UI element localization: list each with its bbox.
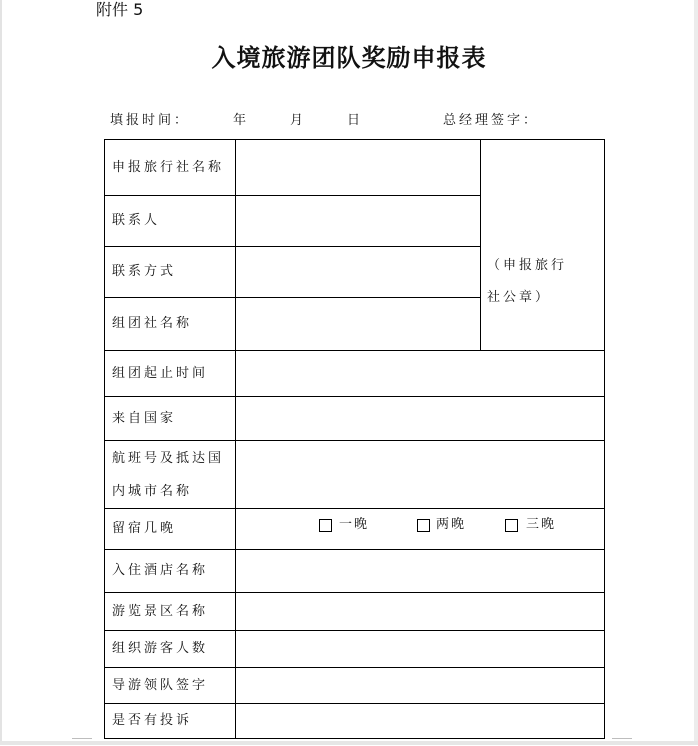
one-night-label: 一晚 — [339, 517, 370, 532]
table-row — [105, 441, 605, 509]
organizer-name-label: 组团社名称 — [105, 298, 236, 351]
agency-name-field[interactable] — [236, 140, 481, 196]
flight-city-label-line1: 航班号及抵达国 — [112, 450, 225, 466]
contact-person-label: 联系人 — [105, 196, 236, 247]
complaint-label: 是否有投诉 — [105, 704, 236, 739]
scenic-area-label: 游览景区名称 — [105, 593, 236, 631]
guide-signature-field[interactable] — [236, 668, 605, 704]
table-row — [105, 593, 605, 631]
table-row — [105, 668, 605, 704]
table-row — [105, 704, 605, 739]
source-country-field[interactable] — [236, 397, 605, 441]
page-right-edge — [694, 0, 698, 745]
day-label: 日 — [347, 113, 364, 128]
official-seal-area — [481, 140, 605, 351]
tour-period-field[interactable] — [236, 351, 605, 397]
fill-time-label: 填报时间： — [110, 113, 191, 128]
source-country-label: 来自国家 — [105, 397, 236, 441]
visitor-count-field[interactable] — [236, 631, 605, 668]
table-row — [105, 140, 605, 196]
contact-method-label: 联系方式 — [105, 247, 236, 298]
visitor-count-label: 组织游客人数 — [105, 631, 236, 668]
nights-label: 留宿几晚 — [105, 509, 236, 550]
seal-note-line2: 社公章） — [487, 289, 552, 305]
one-night-checkbox[interactable] — [319, 519, 332, 532]
complaint-field[interactable] — [236, 704, 605, 739]
flight-city-label — [105, 441, 236, 509]
organizer-name-field[interactable] — [236, 298, 481, 351]
page-left-edge — [0, 0, 2, 745]
contact-method-field[interactable] — [236, 247, 481, 298]
attachment-label: 附件 5 — [96, 0, 144, 19]
table-row — [105, 631, 605, 668]
hotel-name-label: 入住酒店名称 — [105, 550, 236, 593]
year-label: 年 — [233, 113, 250, 128]
two-nights-checkbox[interactable] — [417, 519, 430, 532]
table-row — [105, 397, 605, 441]
tour-period-label: 组团起止时间 — [105, 351, 236, 397]
seal-note-line1: （申报旅行 — [487, 257, 568, 273]
month-label: 月 — [290, 113, 307, 128]
table-row — [105, 351, 605, 397]
agency-name-label: 申报旅行社名称 — [105, 140, 236, 196]
table-row — [105, 550, 605, 593]
hotel-name-field[interactable] — [236, 550, 605, 593]
page-bottom-edge — [0, 741, 698, 745]
application-form-table — [104, 139, 605, 739]
three-nights-label: 三晚 — [526, 517, 557, 532]
flight-city-field[interactable] — [236, 441, 605, 509]
three-nights-checkbox[interactable] — [505, 519, 518, 532]
scenic-area-field[interactable] — [236, 593, 605, 631]
contact-person-field[interactable] — [236, 196, 481, 247]
two-nights-label: 两晚 — [436, 517, 467, 532]
gm-signature-label: 总经理签字： — [443, 113, 540, 128]
page-title: 入境旅游团队奖励申报表 — [211, 44, 487, 72]
guide-signature-label: 导游领队签字 — [105, 668, 236, 704]
flight-city-label-line2: 内城市名称 — [112, 483, 193, 499]
